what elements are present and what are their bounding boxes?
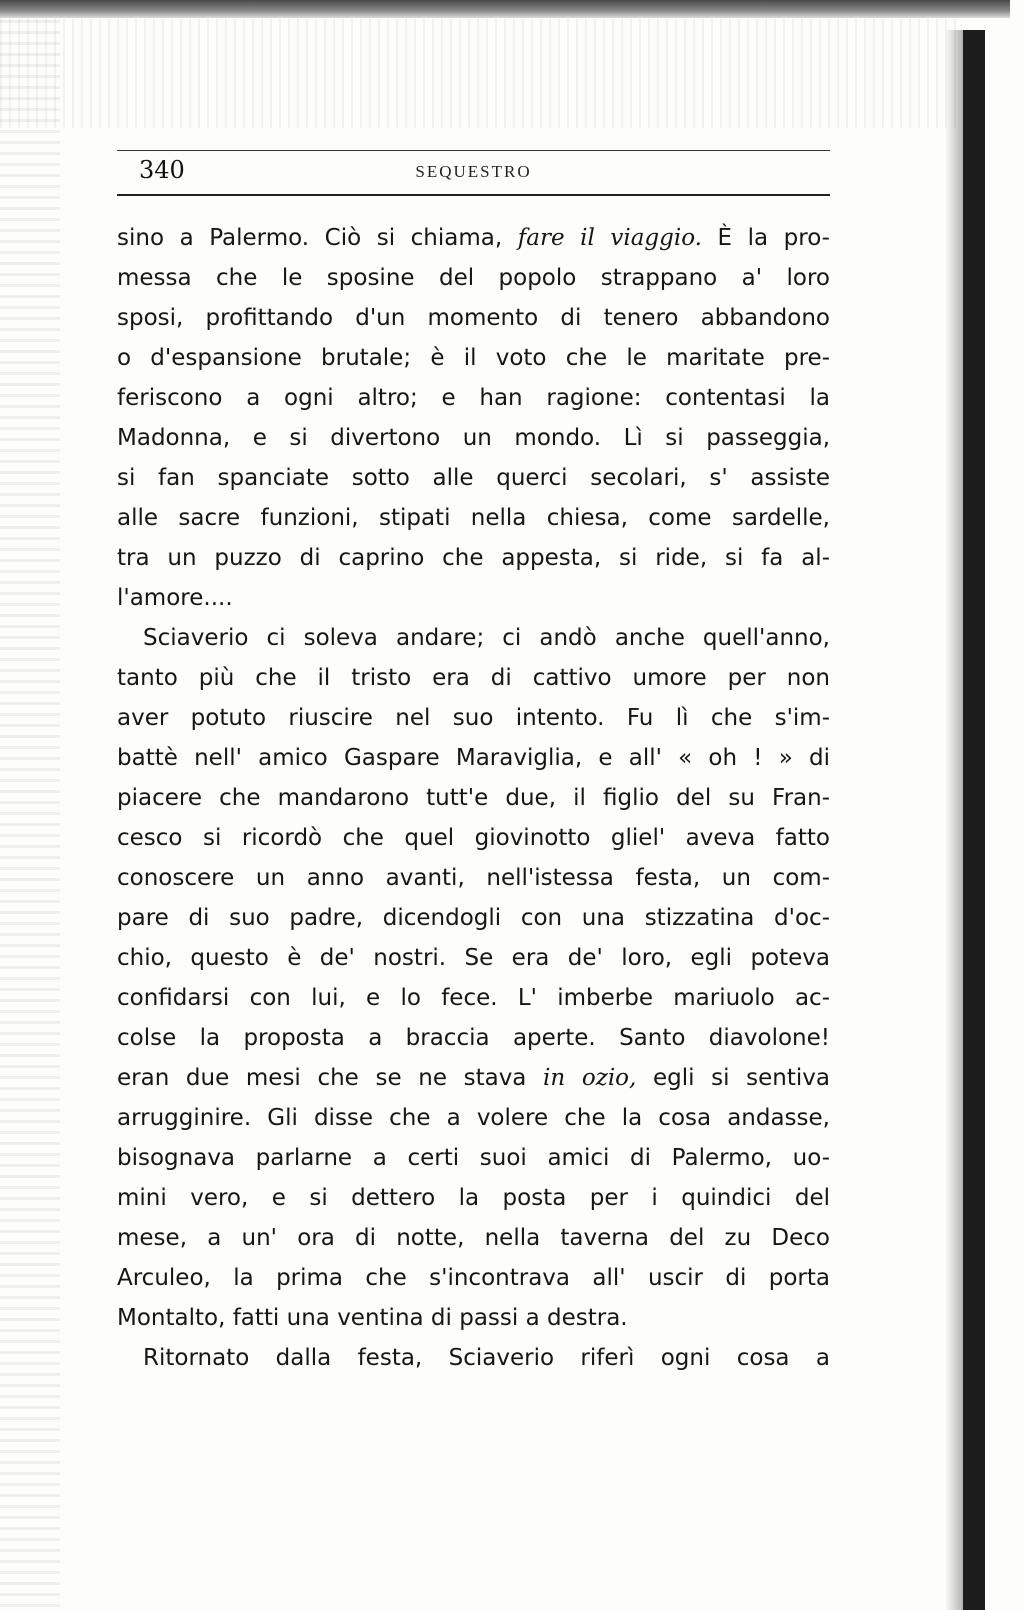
text-line	[117, 498, 830, 538]
italic-run: in ozio,	[543, 1065, 637, 1091]
text-line	[117, 738, 830, 778]
text-run: l'amore....	[117, 585, 233, 611]
text-run: arrugginire. Gli disse che a volere che la cosa andasse,	[117, 1105, 830, 1131]
text-line	[117, 858, 830, 898]
scan-top-noise	[0, 18, 960, 128]
text-line	[117, 1258, 830, 1298]
text-line	[117, 898, 830, 938]
text-run: si fan spanciate sotto alle querci secolari, s' assiste	[117, 465, 830, 491]
text-line	[117, 538, 830, 578]
text-run: sposi, profittando d'un momento di tenero abbandono	[117, 305, 830, 331]
scan-binding-shadow	[945, 30, 963, 1610]
text-run: chio, questo è de' nostri. Se era de' loro, egli poteva	[117, 945, 830, 971]
text-run: cesco si ricordò che quel giovinotto gliel' aveva fatto	[117, 825, 830, 851]
text-line	[117, 818, 830, 858]
text-run: piacere che mandarono tutt'e due, il figlio del su Fran-	[117, 785, 830, 811]
text-run: colse la proposta a braccia aperte. Santo diavolone!	[117, 1025, 830, 1051]
text-line	[117, 578, 830, 618]
text-run: alle sacre funzioni, stipati nella chiesa, come sardelle,	[117, 505, 830, 531]
text-run: mese, a un' ora di notte, nella taverna del zu Deco	[117, 1225, 830, 1251]
text-run: Arculeo, la prima che s'incontrava all' uscir di porta	[117, 1265, 830, 1291]
text-run: messa che le sposine del popolo strappano a' loro	[117, 265, 830, 291]
text-run: confidarsi con lui, e lo fece. L' imberbe mariuolo ac-	[117, 985, 830, 1011]
text-run: eran due mesi che se ne stava	[117, 1065, 544, 1091]
page-header	[117, 150, 830, 196]
text-line	[117, 1098, 830, 1138]
text-line	[117, 1138, 830, 1178]
text-line	[117, 618, 830, 658]
text-run: Montalto, fatti una ventina di passi a destra.	[117, 1305, 628, 1331]
text-line	[117, 458, 830, 498]
text-line	[117, 1218, 830, 1258]
text-run: bisognava parlarne a certi suoi amici di Palermo, uo-	[117, 1145, 830, 1171]
text-line	[117, 1018, 830, 1058]
text-line	[117, 938, 830, 978]
text-run: Ritornato dalla festa, Sciaverio riferì ogni cosa a	[143, 1345, 830, 1371]
text-run: tanto più che il tristo era di cattivo umore per non	[117, 665, 830, 691]
text-run: pare di suo padre, dicendogli con una stizzatina d'oc-	[117, 905, 830, 931]
text-run: feriscono a ogni altro; e han ragione: contentasi la	[117, 385, 830, 411]
text-run: mini vero, e si dettero la posta per i quindici del	[117, 1185, 830, 1211]
body-text	[117, 218, 830, 1378]
text-line	[117, 978, 830, 1018]
header-rule-bottom	[117, 194, 830, 196]
scan-top-edge	[0, 0, 1010, 18]
running-title: SEQUESTRO	[415, 162, 532, 181]
text-run: sino a Palermo. Ciò si chiama,	[117, 225, 518, 251]
text-run: conoscere un anno avanti, nell'istessa festa, un com-	[117, 865, 830, 891]
scan-right-edge	[963, 30, 985, 1610]
text-line	[117, 418, 830, 458]
text-line	[117, 258, 830, 298]
text-line	[117, 218, 830, 258]
text-run: Madonna, e si divertono un mondo. Lì si passeggia,	[117, 425, 830, 451]
text-line	[117, 698, 830, 738]
scan-left-noise	[0, 20, 60, 1610]
text-line	[117, 1178, 830, 1218]
text-line	[117, 1298, 830, 1338]
header-rule-top	[117, 150, 830, 151]
text-run: battè nell' amico Gaspare Maraviglia, e all' « oh ! » di	[117, 745, 830, 771]
text-run: Sciaverio ci soleva andare; ci andò anche quell'anno,	[143, 625, 830, 651]
text-line	[117, 658, 830, 698]
text-line	[117, 298, 830, 338]
page-number: 340	[139, 156, 185, 184]
text-run: tra un puzzo di caprino che appesta, si ride, si fa al-	[117, 545, 830, 571]
text-line	[117, 778, 830, 818]
text-line	[117, 378, 830, 418]
text-run: o d'espansione brutale; è il voto che le maritate pre-	[117, 345, 830, 371]
text-line	[117, 1338, 830, 1378]
text-run: egli si sentiva	[636, 1065, 830, 1091]
text-line	[117, 1058, 830, 1098]
text-run: aver potuto riuscire nel suo intento. Fu lì che s'im-	[117, 705, 830, 731]
text-run: È la pro-	[701, 225, 830, 251]
italic-run: fare il viaggio.	[517, 225, 702, 251]
text-line	[117, 338, 830, 378]
